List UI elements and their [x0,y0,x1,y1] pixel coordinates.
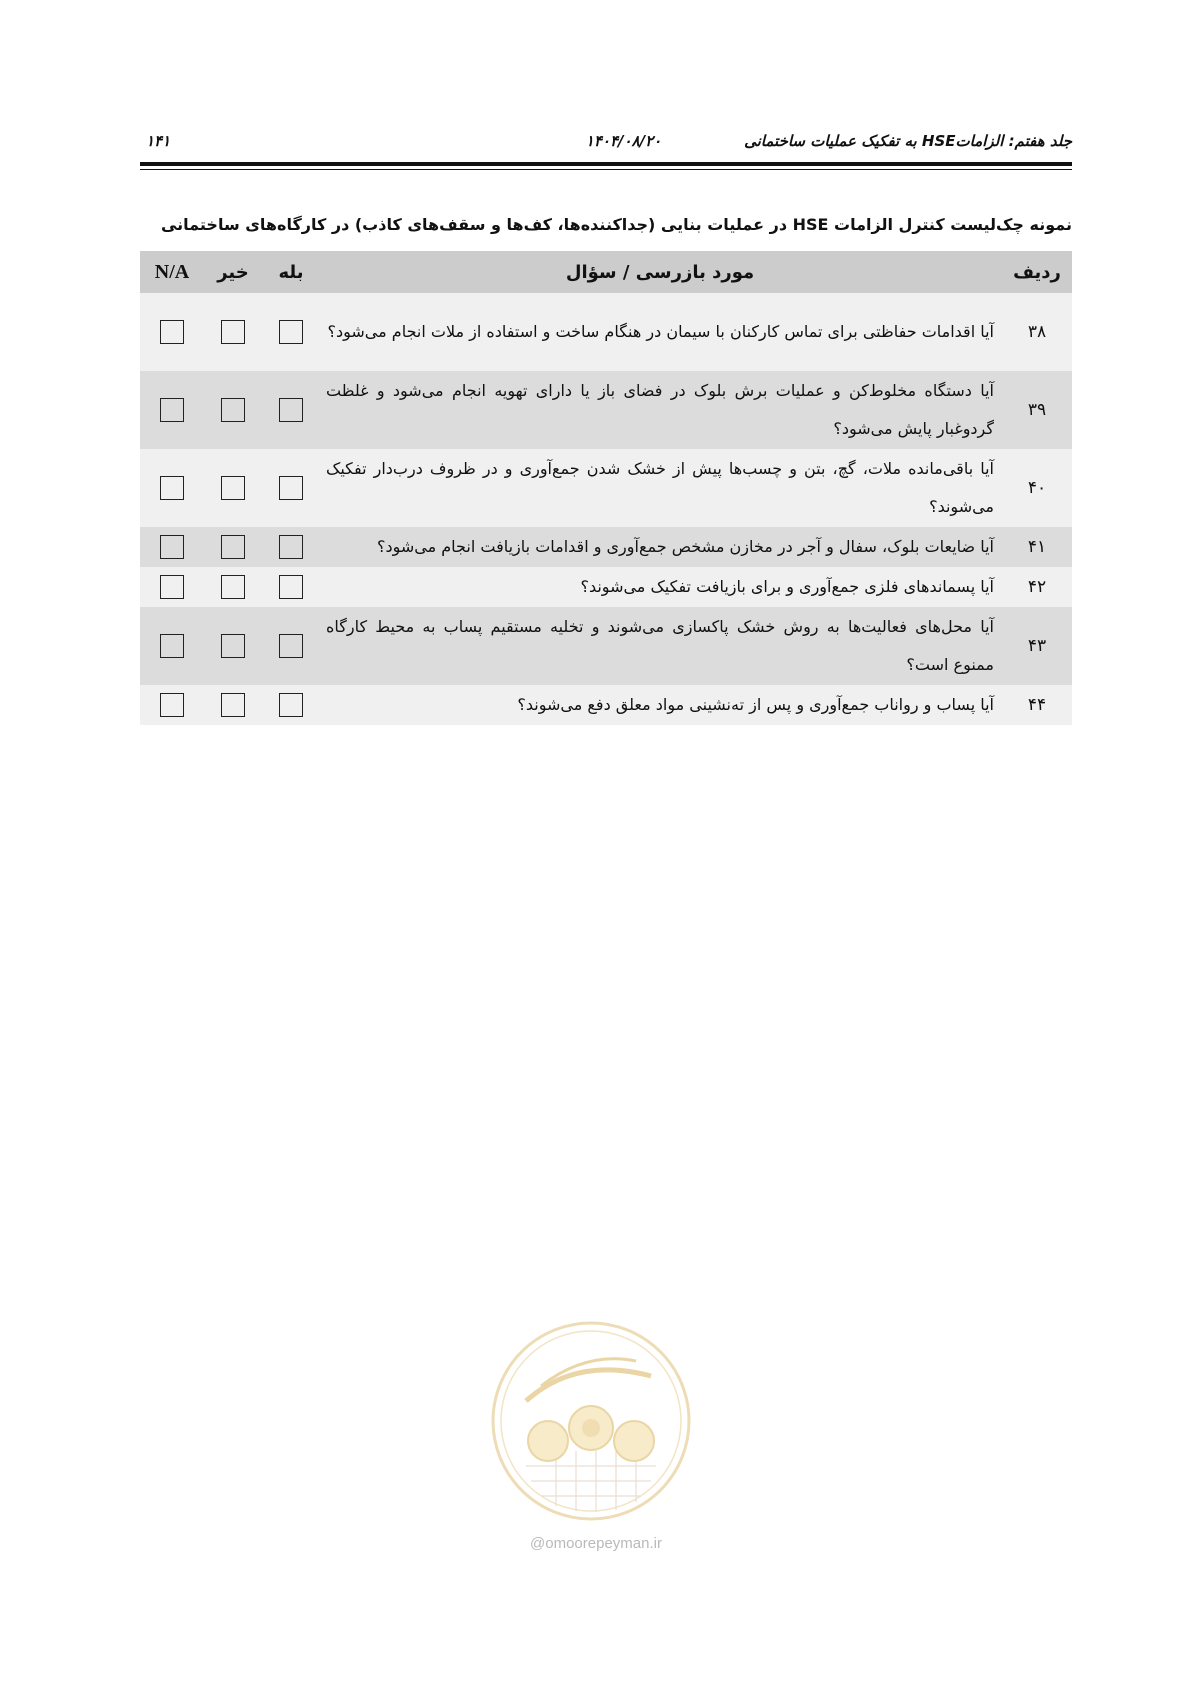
header-rule-thin [140,169,1072,170]
book-title: جلد هفتم: الزاماتHSE به تفکیک عملیات ساختمانی [744,132,1072,150]
row-number: ۴۲ [1027,577,1047,597]
question-text: آیا دستگاه مخلوط‌کن و عملیات برش بلوک در فضای باز یا دارای تهویه انجام می‌شود و غلظت گردوغبار پایش می‌شود؟ [326,381,994,438]
row-number: ۴۰ [1027,478,1047,498]
table-row [140,527,1072,567]
cell-yes [262,567,320,607]
table-row [140,685,1072,725]
question-text: آیا اقدامات حفاظتی برای تماس کارکنان با سیمان در هنگام ساخت و استفاده از ملات انجام می‌شود؟ [327,322,994,341]
cell-na [140,527,204,567]
cell-no [204,449,262,527]
checkbox-na[interactable] [160,575,184,599]
watermark-logo [486,1316,696,1526]
checkbox-yes[interactable] [279,634,303,658]
col-header-no: خیر [217,261,249,283]
question-text: آیا پساب و رواناب جمع‌آوری و پس از ته‌نشینی مواد معلق دفع می‌شوند؟ [517,695,994,714]
checkbox-na[interactable] [160,535,184,559]
cell-na [140,607,204,685]
question-text: آیا محل‌های فعالیت‌ها به روش خشک پاکسازی می‌شوند و تخلیه مستقیم پساب به محیط کارگاه ممنوع است؟ [326,617,994,674]
table-row [140,371,1072,449]
cell-no [204,527,262,567]
cell-yes [262,607,320,685]
col-header-yes: بله [278,261,304,283]
watermark-url: @omoorepeyman.ir [530,1535,662,1552]
table-row [140,607,1072,685]
cell-no [204,685,262,725]
cell-na [140,371,204,449]
checkbox-na[interactable] [160,320,184,344]
row-number: ۴۴ [1027,695,1047,715]
checkbox-na[interactable] [160,634,184,658]
checkbox-yes[interactable] [279,398,303,422]
cell-na [140,449,204,527]
row-number: ۴۳ [1027,636,1047,656]
checkbox-no[interactable] [221,476,245,500]
checkbox-yes[interactable] [279,320,303,344]
table-header-row [140,251,1072,293]
checkbox-no[interactable] [221,320,245,344]
cell-na [140,685,204,725]
table-title: نمونه چک‌لیست کنترل الزامات HSE در عملیات بنایی (جداکننده‌ها، کف‌ها و سقف‌های کاذب) در کارگاه‌های ساختمانی [160,215,1072,234]
cell-na [140,293,204,371]
row-number: ۳۸ [1027,322,1047,342]
cell-no [204,371,262,449]
question-text: آیا ضایعات بلوک، سفال و آجر در مخازن مشخص جمع‌آوری و اقدامات بازیافت انجام می‌شود؟ [376,537,994,556]
cell-yes [262,685,320,725]
row-number: ۴۱ [1027,537,1047,557]
checkbox-no[interactable] [221,634,245,658]
cell-no [204,293,262,371]
question-text: آیا باقی‌مانده ملات، گچ، بتن و چسب‌ها پیش از خشک شدن جمع‌آوری و در ظروف درب‌دار تفکیک می‌شوند؟ [326,459,994,516]
checkbox-no[interactable] [221,398,245,422]
checklist-table [140,251,1072,725]
table-body [140,293,1072,725]
page-header [140,128,1072,158]
cell-yes [262,527,320,567]
checkbox-na[interactable] [160,476,184,500]
checkbox-yes[interactable] [279,535,303,559]
cell-no [204,607,262,685]
table-row [140,293,1072,371]
col-header-row: ردیف [1013,261,1061,283]
row-number: ۳۹ [1027,400,1047,420]
checkbox-no[interactable] [221,535,245,559]
checkbox-yes[interactable] [279,575,303,599]
header-date: ۱۴۰۴/۰۸/۲۰ [585,132,662,150]
checkbox-no[interactable] [221,693,245,717]
checkbox-na[interactable] [160,398,184,422]
table-row [140,449,1072,527]
question-text: آیا پسماندهای فلزی جمع‌آوری و برای بازیافت تفکیک می‌شوند؟ [580,577,994,596]
checkbox-yes[interactable] [279,693,303,717]
page-number: ۱۴۱ [146,132,171,150]
col-header-question: مورد بازرسی / سؤال [565,261,755,283]
cell-yes [262,293,320,371]
checkbox-yes[interactable] [279,476,303,500]
header-rule-thick [140,162,1072,166]
cell-yes [262,449,320,527]
col-header-na: N/A [154,260,190,283]
cell-no [204,567,262,607]
checkbox-na[interactable] [160,693,184,717]
cell-na [140,567,204,607]
checkbox-no[interactable] [221,575,245,599]
cell-yes [262,371,320,449]
table-row [140,567,1072,607]
